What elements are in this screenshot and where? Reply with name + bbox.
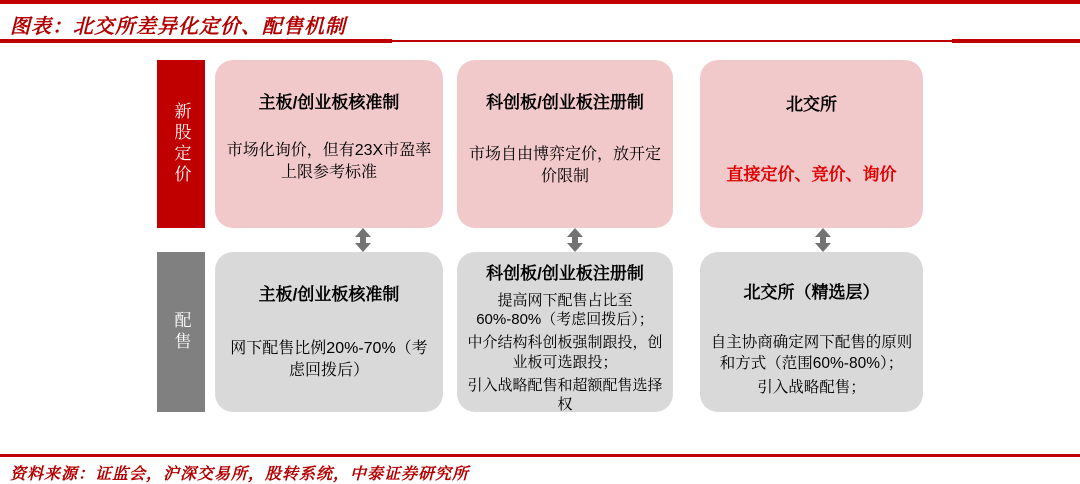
box-body-line: 引入战略配售； (757, 378, 866, 396)
box-body-line: 市场化询价，但有23X市盈率上限参考标准 (226, 142, 432, 181)
box-body-line: 中介结构科创板强制跟投，创业板可选跟投； (467, 334, 663, 371)
row-label-new-share-pricing: 新股定价 (157, 60, 205, 228)
box-title: 主板/创业板核准制 (258, 285, 400, 304)
box-star-board-registration-allocation (457, 252, 673, 412)
figure-title: 图表：北交所差异化定价、配售机制 (10, 16, 346, 38)
box-star-board-registration-pricing (457, 60, 673, 228)
updown-arrow-icon (815, 228, 831, 252)
box-body-line: 市场自由博弈定价，放开定价限制 (468, 146, 661, 185)
box-body (457, 287, 673, 418)
title-underline-thick-right (952, 39, 1080, 43)
box-body (215, 140, 443, 183)
updown-arrow-icon (355, 228, 371, 252)
title-underline-thick-left (0, 39, 392, 43)
box-body-line: 提高网下配售占比至60%-80%（考虑回拨后）； (476, 292, 654, 329)
top-divider-line (0, 0, 1080, 4)
box-main-board-approval-allocation (215, 252, 443, 412)
box-bse-select-tier-allocation (700, 252, 923, 412)
box-body (215, 338, 443, 381)
box-body-line: 自主协商确定网下配售的原则和方式（范围60%-80%）； (710, 334, 913, 373)
source-note: 资料来源：证监会，沪深交易所，股转系统，中泰证券研究所 (10, 466, 470, 483)
box-title: 北交所 (786, 95, 837, 114)
box-body-highlight (717, 164, 907, 187)
box-title: 北交所（精选层） (743, 283, 880, 302)
box-title: 主板/创业板核准制 (258, 93, 400, 112)
box-body-line: 直接定价、竞价、询价 (726, 165, 897, 185)
box-body-line: 引入战略配售和超额配售选择权 (467, 376, 663, 414)
footer-divider-line (0, 454, 1080, 457)
box-title: 科创板/创业板注册制 (486, 93, 644, 112)
box-main-board-approval-pricing (215, 60, 443, 228)
box-body (457, 144, 673, 187)
box-title: 科创板/创业板注册制 (486, 264, 644, 283)
row-label-allocation: 配售 (157, 252, 205, 412)
box-bse-pricing (700, 60, 923, 228)
box-body (700, 330, 923, 402)
box-body-line: 网下配售比例20%-70%（考虑回拨后） (230, 340, 428, 379)
updown-arrow-icon (567, 228, 583, 252)
